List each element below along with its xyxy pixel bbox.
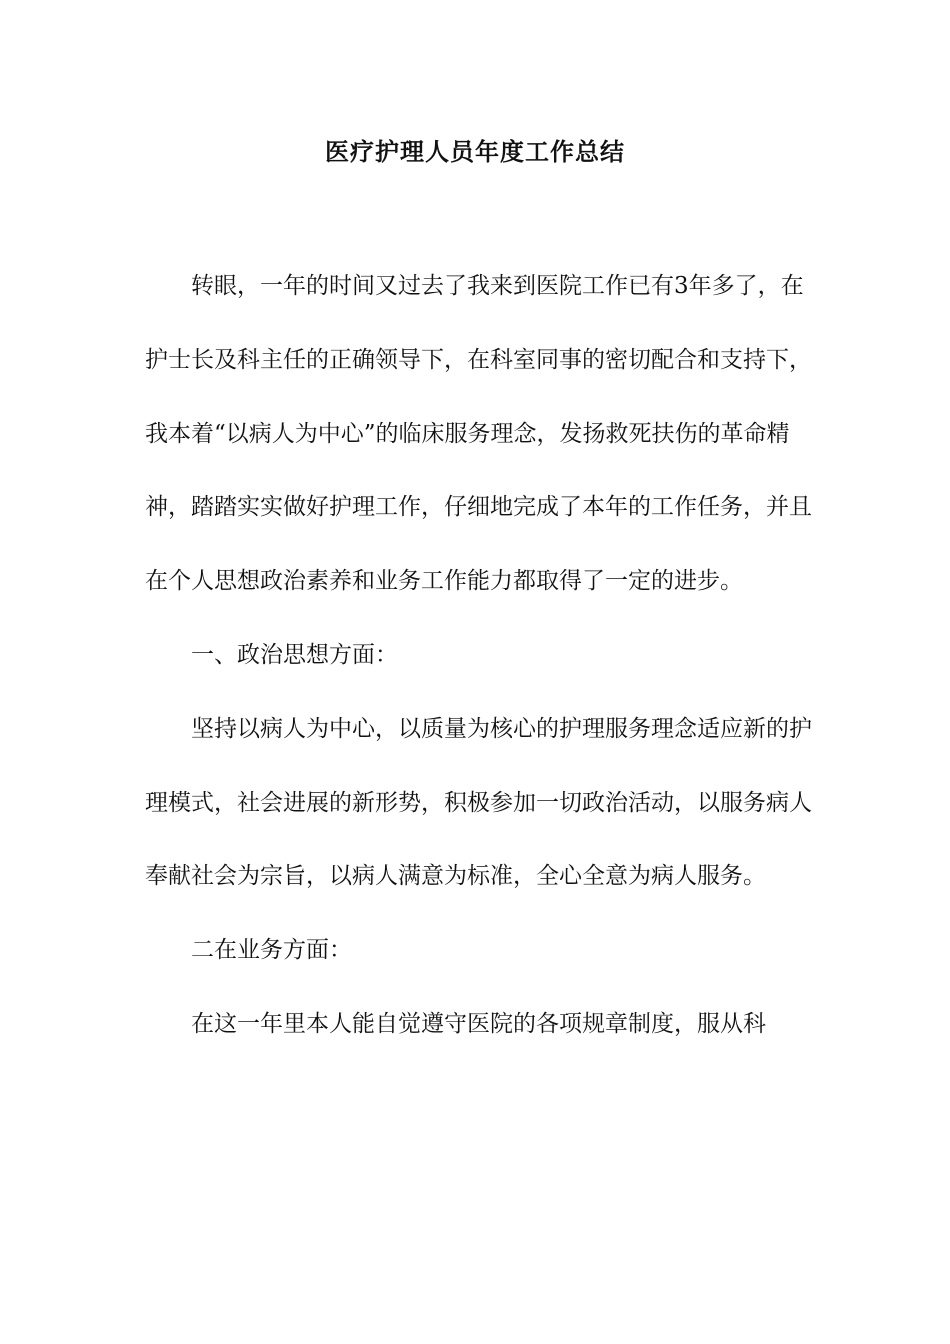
document-body [145, 250, 815, 1062]
document-title: 医疗护理人员年度工作总结 [325, 137, 625, 166]
section-heading-business: 二在业务方面： [191, 937, 352, 964]
paragraph-politics: 坚持以病人为中心，以质量为核心的护理服务理念适应新的护理模式，社会进展的新形势，积极参加一切政治活动，以服务病人奉献社会为宗旨，以病人满意为标准，全心全意为病人服务。 [145, 715, 812, 890]
paragraph-intro: 转眼，一年的时间又过去了我来到医院工作已有3年多了，在护士长及科主任的正确领导下，在科室同事的密切配合和支持下，我本着“以病人为中心”的临床服务理念，发扬救死扶伤的革命精神，踏踏实实做好护理工作，仔细地完成了本年的工作任务，并且在个人思想政治素养和业务工作能力都取得了一定的进步。 [145, 273, 812, 595]
paragraph-business: 在这一年里本人能自觉遵守医院的各项规章制度，服从科 [191, 1010, 766, 1037]
section-heading-politics: 一、政治思想方面： [191, 641, 398, 668]
